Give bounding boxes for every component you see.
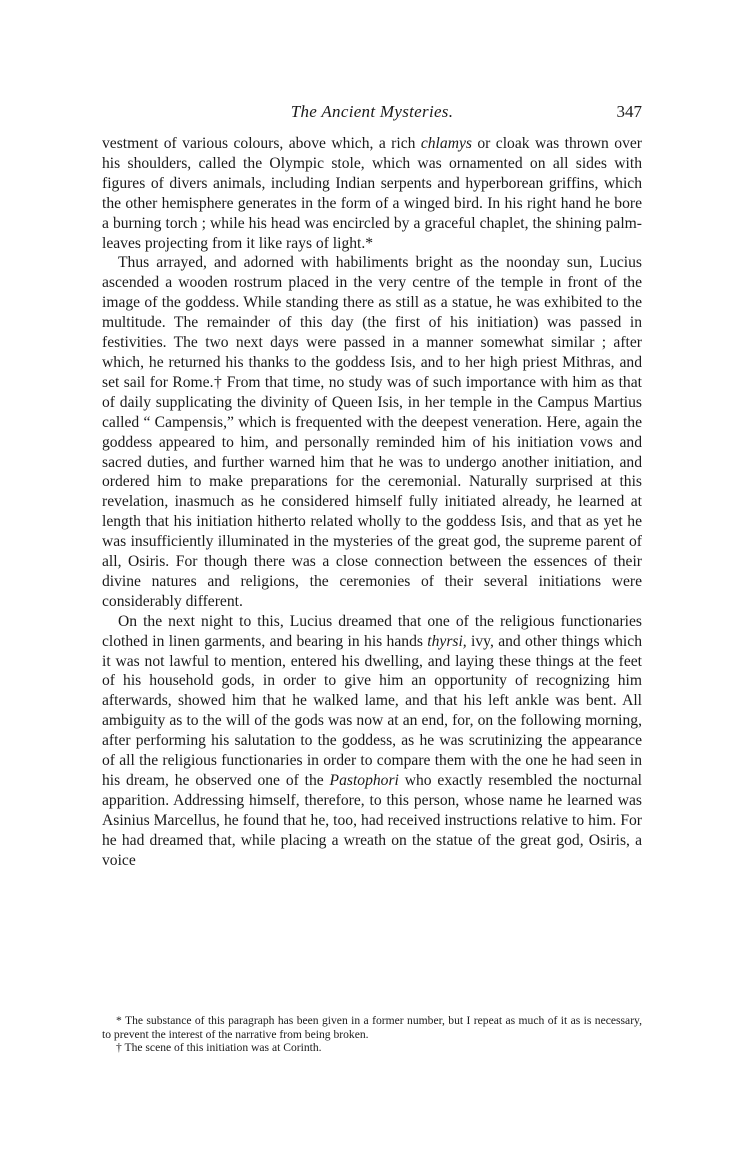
paragraph-1: [102, 134, 642, 253]
paragraph-1-text-a: vestment of various colours, above which, a rich: [102, 135, 421, 152]
footnotes: [102, 1014, 642, 1055]
paragraph-3: [102, 612, 642, 871]
paragraph-1-text-b: or cloak was thrown over his shoulders, called the Olympic stole, which was ornamented on all sides with figures of divers animals, including Indian serpents and hyperborean griffins, which the other hemisphere generates in the form of a winged bird. In his right hand he bore a burning torch ; while his head was encircled by a graceful chaplet, the shining palm-leaves projecting from it like rays of light.*: [102, 135, 642, 252]
paragraph-3-text-a: On the next night to this, Lucius dreamed that one of the religious functionaries clothed in linen garments, and bearing in his hands: [102, 612, 642, 650]
paragraph-3-text-c: who exactly resembled the nocturnal apparition. Addressing himself, therefore, to this person, whose name he learned was Asinius Marcellus, he found that he, too, had received instructions relative to him. For he had dreamed that, while placing a wreath on the statue of the great god, Osiris, a voice: [102, 772, 642, 869]
page-number: 347: [616, 102, 642, 121]
paragraph-1-italic-chlamys: chlamys: [420, 135, 472, 152]
paragraph-3-text-b: ivy, and other things which it was not lawful to mention, entered his dwelling, and laying these things at the feet of his household gods, in order to give him an opportunity of recognizing him afterwards, showed him that he walked lame, and that his left ankle was bent. All ambiguity as to the will of the gods was now at an end, for, on the following morning, after performing his salutation to the goddess, as he was scrutinizing the appearance of all the religious functionaries in order to compare them with the one he had seen in his dream, he observed one of the: [102, 632, 642, 789]
footnote-2: † The scene of this initiation was at Corinth.: [116, 1041, 322, 1055]
body-text: [102, 134, 642, 871]
footnote-1: * The substance of this paragraph has been given in a former number, but I repeat as much of it as is necessary, to prevent the interest of the narrative from being broken.: [102, 1014, 642, 1041]
paragraph-2: Thus arrayed, and adorned with habiliments bright as the noonday sun, Lucius ascended a wooden rostrum placed in the very centre of the temple in front of the image of the goddess. While standing there as still as a statue, he was exhibited to the multitude. The remainder of this day (the first of his initiation) was passed in festivities. The two next days were passed in a manner somewhat similar ; after which, he returned his thanks to the goddess Isis, and to her high priest Mithras, and set sail for Rome.† From that time, no study was of such importance with him as that of daily supplicating the divinity of Queen Isis, in her temple in the Campus Martius called “ Campensis,” which is frequented with the deepest veneration. Here, again the goddess appeared to him, and personally reminded him of his initiation vows and sacred duties, and further warned him that he was to undergo another initiation, and ordered him to make preparations for the ceremonial. Naturally surprised at this revelation, inasmuch as he considered himself fully initiated already, he learned at length that his initiation hitherto related wholly to the goddess Isis, and that as yet he was insufficiently illuminated in the mysteries of the great god, the supreme parent of all, Osiris. For though there was a close connection between the essences of their divine natures and religions, the ceremonies of their several initiations were considerably different.: [102, 254, 642, 610]
page-header: [102, 102, 642, 126]
running-title: The Ancient Mysteries.: [290, 102, 454, 121]
paragraph-3-italic-thyrsi: thyrsi,: [427, 632, 467, 650]
paragraph-3-italic-pastophori: Pastophori: [329, 772, 399, 789]
